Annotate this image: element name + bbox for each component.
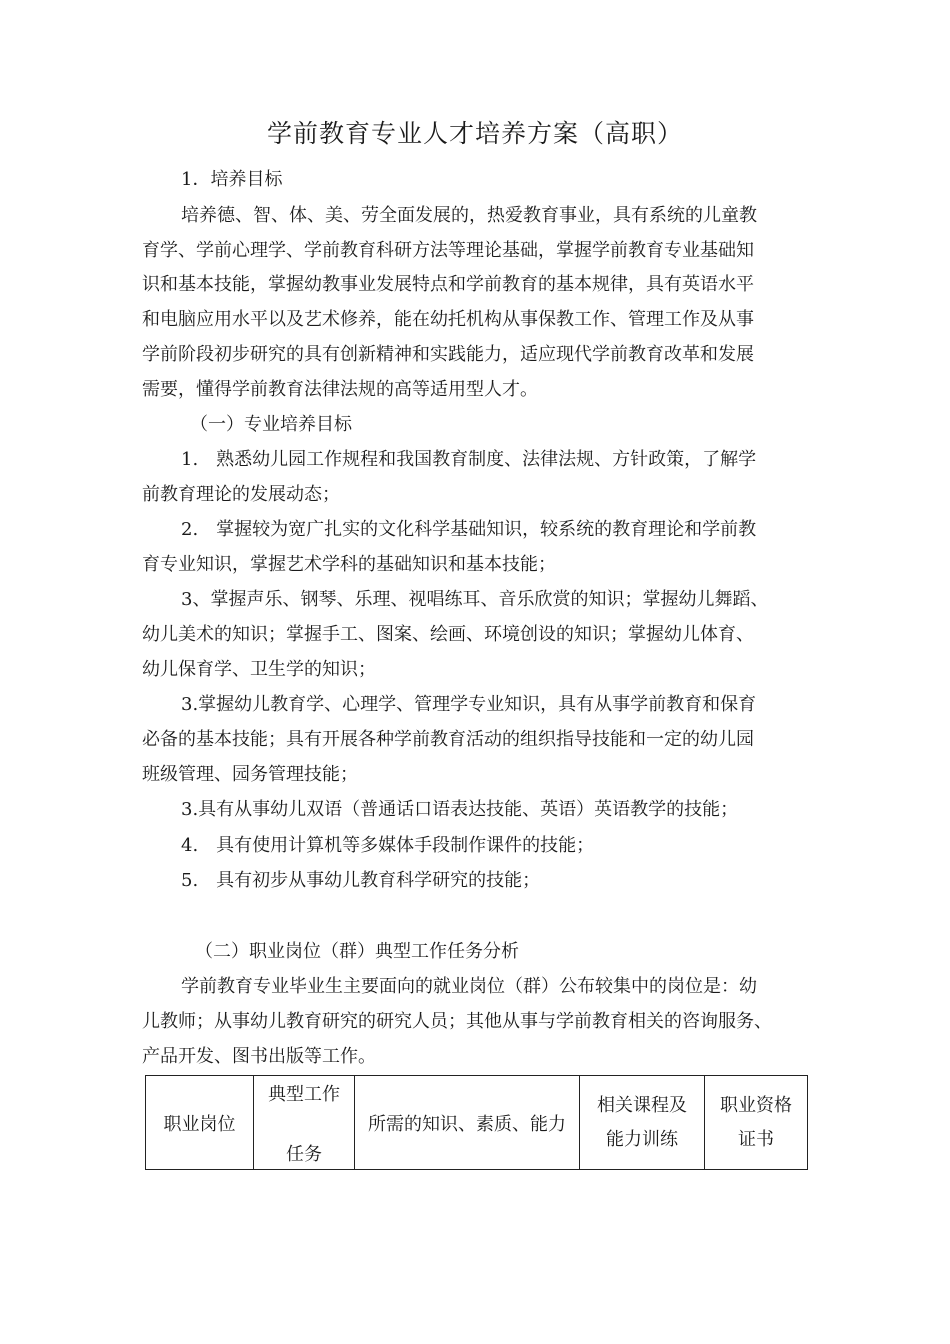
subsection-heading: （二）职业岗位（群）典型工作任务分析 <box>195 941 519 962</box>
header-label: 职业岗位 <box>163 1113 236 1135</box>
paragraph-line: 学前阶段初步研究的具有创新精神和实践能力，适应现代学前教育改革和发展 <box>142 344 754 365</box>
paragraph-line: 5. 具有初步从事幼儿教育科学研究的技能； <box>181 870 541 891</box>
paragraph-line: 3.具有从事幼儿双语（普通话口语表达技能、英语）英语教学的技能； <box>181 799 739 820</box>
header-label: 职业资格 <box>720 1094 792 1116</box>
header-cell-courses <box>580 1076 705 1170</box>
paragraph-line: 前教育理论的发展动态； <box>142 484 340 505</box>
paragraph-line: 2. 掌握较为宽广扎实的文化科学基础知识，较系统的教育理论和学前教 <box>181 519 757 540</box>
paragraph-line: 3、掌握声乐、钢琴、乐理、视唱练耳、音乐欣赏的知识；掌握幼儿舞蹈、 <box>181 589 769 610</box>
paragraph-line: 必备的基本技能；具有开展各种学前教育活动的组织指导技能和一定的幼儿园 <box>142 729 754 750</box>
job-analysis-table <box>145 1075 808 1170</box>
header-cell-certificate <box>705 1076 808 1170</box>
paragraph-line: 培养德、智、体、美、劳全面发展的，热爱教育事业，具有系统的儿童教 <box>181 205 757 226</box>
header-label: 典型工作 <box>268 1083 340 1105</box>
paragraph-line: 育学、学前心理学、学前教育科研方法等理论基础，掌握学前教育专业基础知 <box>142 240 754 261</box>
header-label: 相关课程及 <box>597 1094 687 1116</box>
paragraph-line: 4. 具有使用计算机等多媒体手段制作课件的技能； <box>181 835 595 856</box>
header-cell-tasks <box>254 1076 355 1170</box>
paragraph-line: 产品开发、图书出版等工作。 <box>142 1046 376 1067</box>
paragraph-line: 学前教育专业毕业生主要面向的就业岗位（群）公布较集中的岗位是：幼 <box>181 976 757 997</box>
header-label: 所需的知识、素质、能力 <box>368 1113 566 1135</box>
paragraph-line: 幼儿美术的知识；掌握手工、图案、绘画、环境创设的知识；掌握幼儿体育、 <box>142 624 754 645</box>
paragraph-line: 3.掌握幼儿教育学、心理学、管理学专业知识，具有从事学前教育和保育 <box>181 694 757 715</box>
header-label: 任务 <box>286 1143 322 1165</box>
paragraph-line: 育专业知识，掌握艺术学科的基础知识和基本技能； <box>142 554 556 575</box>
header-cell-requirements <box>355 1076 580 1170</box>
document-title: 学前教育专业人才培养方案（高职） <box>266 119 683 148</box>
paragraph-line: 和电脑应用水平以及艺术修养，能在幼托机构从事保教工作、管理工作及从事 <box>142 309 754 330</box>
paragraph-line: 1. 熟悉幼儿园工作规程和我国教育制度、法律法规、方针政策，了解学 <box>181 449 757 470</box>
subsection-heading: （一）专业培养目标 <box>190 414 352 435</box>
table-header-row <box>146 1076 808 1170</box>
paragraph-line: 儿教师；从事幼儿教育研究的研究人员；其他从事与学前教育相关的咨询服务、 <box>142 1011 772 1032</box>
paragraph-line: 识和基本技能，掌握幼教事业发展特点和学前教育的基本规律，具有英语水平 <box>142 274 754 295</box>
section-heading: 1．培养目标 <box>181 169 283 190</box>
paragraph-line: 班级管理、园务管理技能； <box>142 764 358 785</box>
header-label: 能力训练 <box>606 1128 678 1150</box>
header-label: 证书 <box>738 1128 774 1150</box>
paragraph-line: 需要，懂得学前教育法律法规的高等适用型人才。 <box>142 379 538 400</box>
header-cell-position <box>146 1076 254 1170</box>
paragraph-line: 幼儿保育学、卫生学的知识； <box>142 659 376 680</box>
